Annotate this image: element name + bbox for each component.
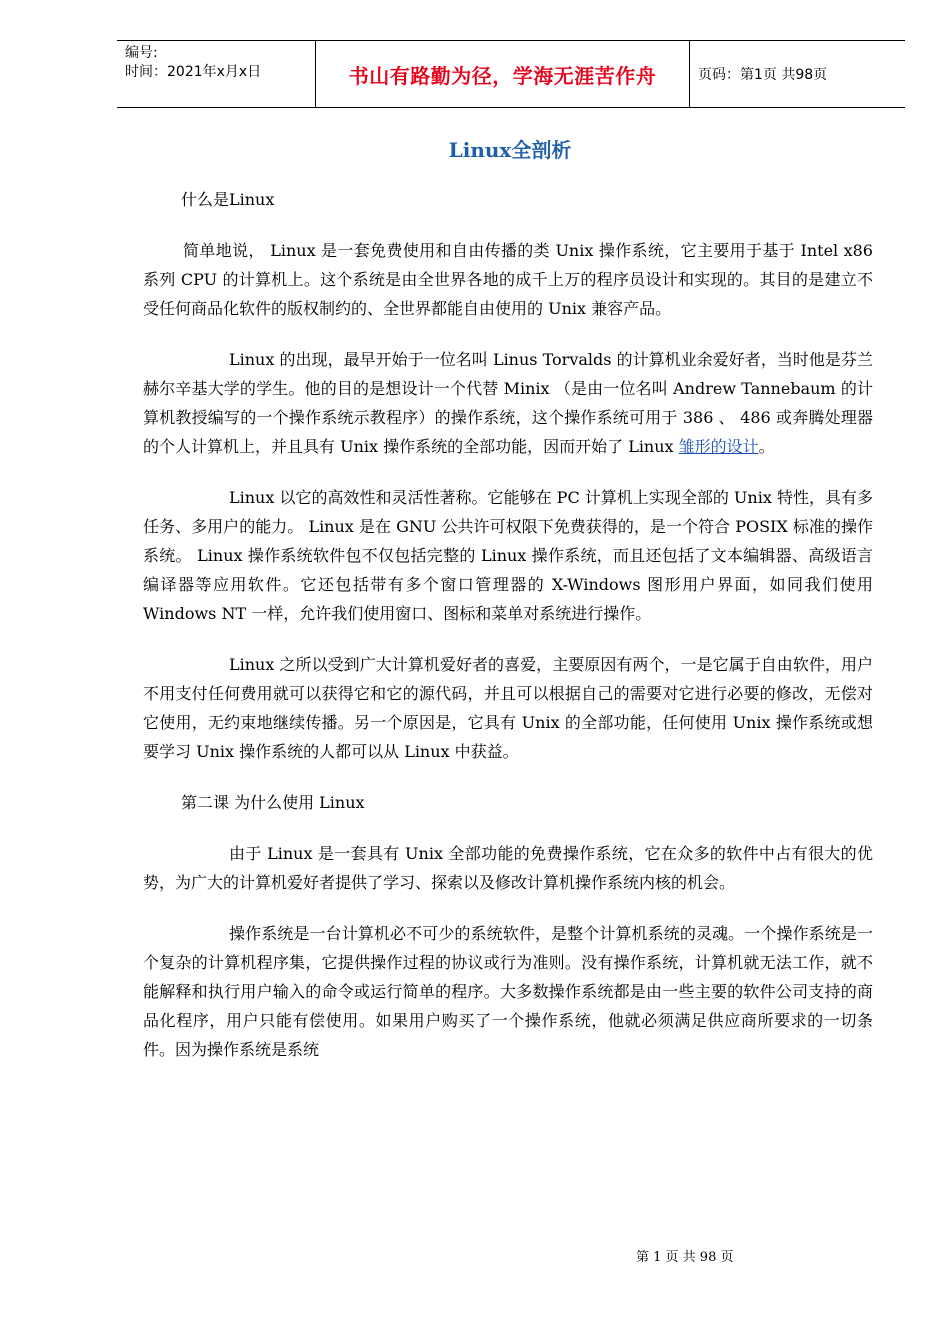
- document-body: [143, 185, 873, 1086]
- prototype-design-link[interactable]: 雏形的设计: [678, 437, 759, 456]
- header-meta-cell: [117, 41, 316, 107]
- document-title: Linux全剖析: [448, 138, 572, 162]
- header-motto: 书山有路勤为径，学海无涯苦作舟: [316, 41, 690, 107]
- paragraph-4: Linux 之所以受到广大计算机爱好者的喜爱，主要原因有两个，一是它属于自由软件，用户不用支付任何费用就可以获得它和它的源代码，并且可以根据自己的需要对它进行必要的修改，无偿对它使用，无约束地继续传播。另一个原因是，它具有 Unix 的全部功能，任何使用 Unix 操作系统或想要学习 Unix 操作系统的人都可以从 Linux 中获益。: [143, 655, 873, 761]
- section-heading-what-is-linux: 什么是Linux: [181, 190, 275, 209]
- section-heading-why-linux: 第二课 为什么使用 Linux: [181, 793, 365, 812]
- page-footer: 第 1 页 共 98 页: [636, 1250, 734, 1265]
- paragraph-2-end: 。: [758, 437, 775, 456]
- paragraph-2-text: Linux 的出现，最早开始于一位名叫 Linus Torvalds 的计算机业余爱好者，当时他是芬兰赫尔辛基大学的学生。他的目的是想设计一个代替 Minix （是由一位名叫 Andrew Tannebaum 的计算机教授编写的一个操作系统示教程序）的操作系统，这个操作系统可用于 386 、 486 或奔腾处理器的个人计算机上，并且具有 Unix 操作系统的全部功能，因而开始了 Linux: [143, 350, 873, 456]
- paragraph-5: 由于 Linux 是一套具有 Unix 全部功能的免费操作系统，它在众多的软件中占有很大的优势，为广大的计算机爱好者提供了学习、探索以及修改计算机操作系统内核的机会。: [143, 844, 873, 892]
- paragraph-2: [143, 345, 873, 461]
- paragraph-3: Linux 以它的高效性和灵活性著称。它能够在 PC 计算机上实现全部的 Unix 特性，具有多任务、多用户的能力。 Linux 是在 GNU 公共许可权限下免费获得的，是一个符合 POSIX 标准的操作系统。 Linux 操作系统软件包不仅包括完整的 Linux 操作系统，而且还包括了文本编辑器、高级语言编译器等应用软件。它还包括带有多个窗口管理器的 X-Windows 图形用户界面，如同我们使用 Windows NT 一样，允许我们使用窗口、图标和菜单对系统进行操作。: [143, 488, 873, 623]
- header-table: [117, 40, 905, 108]
- paragraph-6: 操作系统是一台计算机必不可少的系统软件，是整个计算机系统的灵魂。一个操作系统是一个复杂的计算机程序集，它提供操作过程的协议或行为准则。没有操作系统，计算机就无法工作，就不能解释和执行用户输入的命令或运行简单的程序。大多数操作系统都是由一些主要的软件公司支持的商品化程序，用户只能有偿使用。如果用户购买了一个操作系统，他就必须满足供应商所要求的一切条件。因为操作系统是系统: [143, 924, 873, 1059]
- number-label: 编号:: [125, 45, 158, 61]
- paragraph-1: 简单地说， Linux 是一套免费使用和自由传播的类 Unix 操作系统，它主要用于基于 Intel x86 系列 CPU 的计算机上。这个系统是由全世界各地的成千上万的程序员设计和实现的。其目的是建立不受任何商品化软件的版权制约的、全世界都能自由使用的 Unix 兼容产品。: [143, 241, 873, 318]
- header-page-info: 页码：第1页 共98页: [698, 67, 828, 83]
- time-label: 时间：2021年x月x日: [125, 64, 262, 80]
